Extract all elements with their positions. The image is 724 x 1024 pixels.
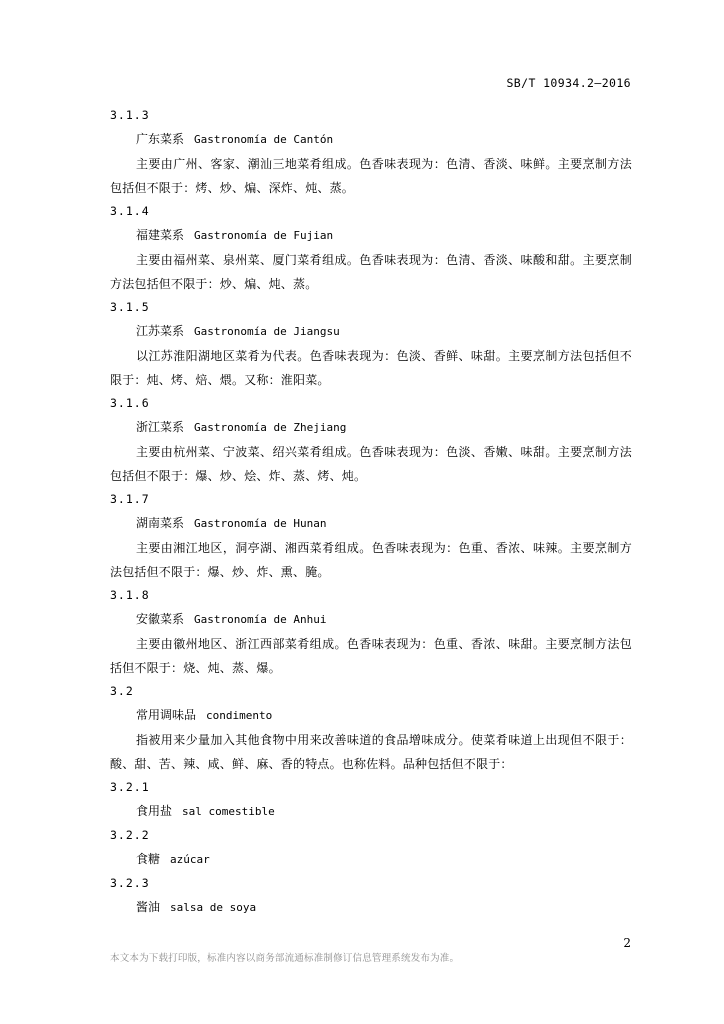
term-zh: 安徽菜系 <box>136 612 185 626</box>
page-number: 2 <box>623 936 631 950</box>
term-definition: 指被用来少量加入其他食物中用来改善味道的食品增味成分。使菜肴味道上出现但不限于：酸、甜、苦、辣、咸、鲜、麻、香的特点。也称佐料。品种包括但不限于： <box>110 733 632 771</box>
footer-notice: 本文本为下载打印版，标准内容以商务部流通标准制修订信息管理系统发布为准。 <box>110 953 460 964</box>
entry-number: 3.1.8 <box>110 588 150 602</box>
term-es: Gastronomía de Fujian <box>194 229 334 242</box>
entry-number: 3.1.5 <box>110 300 150 314</box>
term-definition: 主要由福州菜、泉州菜、厦门菜肴组成。色香味表现为：色清、香淡、味酸和甜。主要烹制方法包括但不限于：炒、煸、炖、蒸。 <box>110 253 632 291</box>
term-heading <box>110 416 632 440</box>
entry-number: 3.1.6 <box>110 396 150 410</box>
term-definition: 主要由广州、客家、潮汕三地菜肴组成。色香味表现为：色清、香淡、味鲜。主要烹制方法包括但不限于：烤、炒、煸、深炸、炖、蒸。 <box>110 157 632 195</box>
term-zh: 广东菜系 <box>136 132 185 146</box>
term-definition: 主要由徽州地区、浙江西部菜肴组成。色香味表现为：色重、香浓、味甜。主要烹制方法包括但不限于：烧、炖、蒸、爆。 <box>110 637 632 675</box>
term-heading <box>110 704 632 728</box>
term-heading <box>110 896 632 920</box>
term-heading <box>110 848 632 872</box>
term-zh: 福建菜系 <box>136 228 185 242</box>
term-definition: 主要由杭州菜、宁波菜、绍兴菜肴组成。色香味表现为：色淡、香嫩、味甜。主要烹制方法包括但不限于：爆、炒、烩、炸、蒸、烤、炖。 <box>110 445 632 483</box>
term-heading <box>110 320 632 344</box>
entry-number: 3.1.7 <box>110 492 150 506</box>
term-zh: 食糖 <box>136 852 161 866</box>
term-heading <box>110 128 632 152</box>
term-es: Gastronomía de Zhejiang <box>194 421 347 434</box>
term-heading <box>110 608 632 632</box>
term-es: azúcar <box>170 853 210 866</box>
term-zh: 湖南菜系 <box>136 516 185 530</box>
document-body <box>110 104 632 920</box>
term-zh: 酱油 <box>136 900 161 914</box>
term-definition: 以江苏淮阳湖地区菜肴为代表。色香味表现为：色淡、香鲜、味甜。主要烹制方法包括但不限于：炖、烤、焙、煨。又称：淮阳菜。 <box>110 349 632 387</box>
term-zh: 食用盐 <box>136 804 173 818</box>
term-es: Gastronomía de Hunan <box>194 517 327 530</box>
entry-number: 3.2.1 <box>110 780 150 794</box>
term-heading <box>110 512 632 536</box>
term-definition: 主要由湘江地区，洞亭湖、湘西菜肴组成。色香味表现为：色重、香浓、味辣。主要烹制方法包括但不限于：爆、炒、炸、熏、腌。 <box>110 541 632 579</box>
entry-number: 3.2.2 <box>110 828 150 842</box>
standard-code: SB/T 10934.2—2016 <box>506 76 631 90</box>
term-zh: 浙江菜系 <box>136 420 185 434</box>
entry-number: 3.1.4 <box>110 204 150 218</box>
term-zh: 常用调味品 <box>136 708 197 722</box>
entry-number: 3.2.3 <box>110 876 150 890</box>
term-heading <box>110 224 632 248</box>
term-es: salsa de soya <box>170 901 257 914</box>
entry-number: 3.2 <box>110 684 134 698</box>
term-zh: 江苏菜系 <box>136 324 185 338</box>
term-es: Gastronomía de Cantón <box>194 133 334 146</box>
term-heading <box>110 800 632 824</box>
term-es: sal comestible <box>182 805 275 818</box>
entry-number: 3.1.3 <box>110 108 150 122</box>
term-es: Gastronomía de Jiangsu <box>194 325 340 338</box>
term-es: condimento <box>206 709 273 722</box>
term-es: Gastronomía de Anhui <box>194 613 327 626</box>
